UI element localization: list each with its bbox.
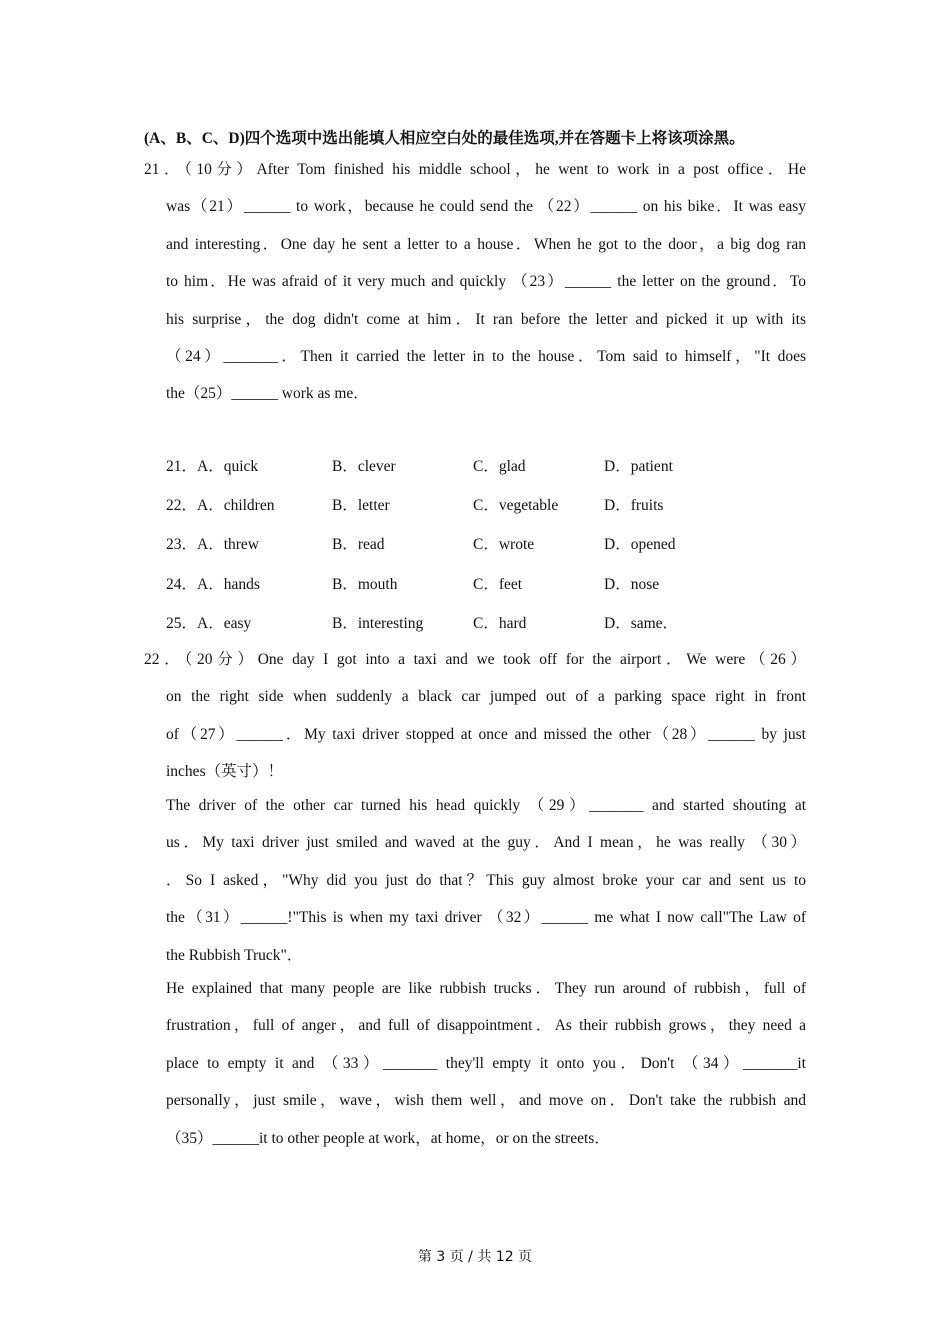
option-b[interactable]: B．clever xyxy=(332,458,396,475)
option-c[interactable]: C．hard xyxy=(473,614,527,632)
option-c[interactable]: C．glad xyxy=(473,458,526,475)
option-c[interactable]: C．vegetable xyxy=(473,497,559,515)
question-22-paragraph-3 xyxy=(166,977,806,1164)
option-d[interactable]: D．same． xyxy=(604,614,679,632)
question-21-passage xyxy=(144,158,806,195)
option-c[interactable]: C．wrote xyxy=(473,536,535,554)
option-b[interactable]: B．mouth xyxy=(332,575,398,593)
passage-line: was（21）______ to work，because he could send the （22）______ on his bike．It was easy xyxy=(166,198,806,216)
option-d[interactable]: D．nose xyxy=(604,575,660,593)
section-instruction: (A、B、C、D)四个选项中选出能填人相应空白处的最佳选项,并在答题卡上将该项涂黑。 xyxy=(144,130,745,147)
passage-line: personally，just smile，wave，wish them well，and move on．Don't take the rubbish and xyxy=(166,1092,806,1110)
option-b[interactable]: B．letter xyxy=(332,497,390,515)
option-a[interactable]: 21．A．quick xyxy=(166,458,259,475)
question-22-paragraph-2 xyxy=(166,794,806,981)
option-d[interactable]: D．opened xyxy=(604,536,676,554)
passage-line: of（27）______．My taxi driver stopped at once and missed the other（28）______ by just xyxy=(166,725,806,743)
passage-line: He explained that many people are like rubbish trucks．They run around of rubbish，full of xyxy=(166,980,806,997)
passage-line: to him．He was afraid of it very much and quickly （23）______ the letter on the ground．To xyxy=(166,273,806,291)
passage-line: the（25）______ work as me． xyxy=(166,385,369,403)
option-d[interactable]: D．fruits xyxy=(604,497,664,515)
option-d[interactable]: D．patient xyxy=(604,458,673,475)
passage-line: the Rubbish Truck"． xyxy=(166,946,303,964)
option-c[interactable]: C．feet xyxy=(473,575,523,593)
option-b[interactable]: B．read xyxy=(332,536,385,554)
question-22-paragraph-1 xyxy=(166,685,806,794)
option-a[interactable]: 23．A．threw xyxy=(166,536,259,554)
passage-line: （35）______it to other people at work，at home，or on the streets． xyxy=(166,1129,610,1147)
passage-line: 21．（10分）After Tom finished his middle school，he went to work in a post office．He xyxy=(144,161,806,178)
passage-line: frustration，full of anger，and full of disappointment．As their rubbish grows，they need a xyxy=(166,1017,806,1035)
passage-line: （24）_______．Then it carried the letter in to the house．Tom said to himself，"It does xyxy=(166,347,806,365)
passage-line: ．So I asked，"Why did you just do that？This guy almost broke your car and sent us to xyxy=(166,871,806,889)
passage-line: 22．（20分）One day I got into a taxi and we took off for the airport．We were（26） xyxy=(144,651,806,668)
option-b[interactable]: B．interesting xyxy=(332,614,424,632)
option-a[interactable]: 25．A．easy xyxy=(166,614,252,632)
option-a[interactable]: 24．A．hands xyxy=(166,575,260,593)
passage-line: The driver of the other car turned his head quickly （29）_______ and started shouting at xyxy=(166,797,806,814)
passage-line: place to empty it and （33）_______ they'll empty it onto you．Don't （34）_______it xyxy=(166,1054,806,1072)
question-21-passage-body xyxy=(166,195,806,419)
page-footer: 第 3 页 / 共 12 页 xyxy=(417,1249,533,1265)
passage-line: inches（英寸）！ xyxy=(166,763,284,781)
passage-line: the（31）______!"This is when my taxi driver （32）______ me what I now call"The Law of xyxy=(166,909,806,927)
passage-line: his surprise，the dog didn't come at him．It ran before the letter and picked it up with its xyxy=(166,310,806,328)
passage-line: and interesting．One day he sent a letter to a house．When he got to the door，a big dog ran xyxy=(166,235,806,253)
passage-line: us．My taxi driver just smiled and waved at the guy．And I mean，he was really （30） xyxy=(166,834,806,852)
option-a[interactable]: 22．A．children xyxy=(166,497,275,515)
passage-line: on the right side when suddenly a black car jumped out of a parking space right in front xyxy=(166,688,806,706)
question-22-passage xyxy=(144,648,806,685)
